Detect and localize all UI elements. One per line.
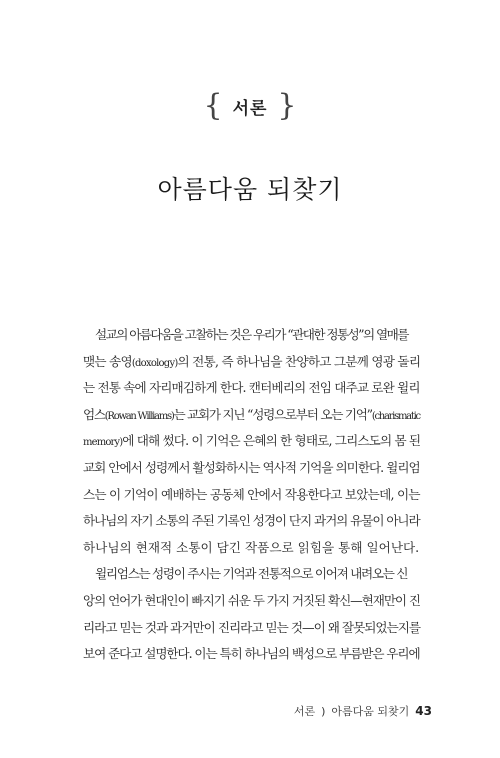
text-line: [83, 615, 421, 642]
text-run: 하나님의 현재적 소통이 담긴 작품으로 읽힘을 통해 일어난다.: [83, 539, 420, 555]
section-heading: [0, 86, 500, 126]
text-run: 는 전통 속에 자리매김하게 한다. 캔터베리의 전임 대주교 로완 윌리: [83, 380, 420, 396]
text-line: [83, 588, 421, 615]
text-line: [83, 402, 421, 429]
text-run: 윌리엄스는 성령이 주시는 기억과 전통적으로 이어져 내려오는 신: [95, 566, 408, 582]
text-line: [83, 561, 421, 588]
text-run: 리라고 믿는 것과 과거만이 진리라고 믿는 것—이 왜 잘못되었는지를: [83, 619, 421, 635]
text-run: 스는 이 기억이 예배하는 공동체 안에서 작용한다고 보았는데, 이는: [83, 486, 420, 502]
text-run: 에 대해 썼다. 이 기억은 은혜의 한 형태로, 그리스도의 몸 된: [122, 433, 421, 449]
running-footer: [294, 703, 432, 719]
text-run: 맺는 송영: [83, 353, 132, 369]
text-run: 앙의 언어가 현대인이 빠지기 쉬운 두 가지 거짓된 확신—현재만이 진: [83, 592, 421, 608]
text-line: [83, 455, 421, 482]
text-run: 엄스: [83, 406, 105, 422]
inline-annotation: memory): [83, 437, 123, 449]
page-number: 43: [415, 704, 432, 718]
text-line: [83, 535, 421, 562]
text-line: [83, 641, 421, 668]
text-line: [83, 482, 421, 509]
inline-annotation: (charismatic: [371, 410, 420, 422]
footer-separator: ): [321, 705, 326, 718]
text-line: [83, 428, 421, 455]
section-label: 서론: [232, 98, 268, 119]
text-line: [83, 322, 421, 349]
chapter-title: 아름다움 되찾기: [157, 175, 343, 204]
text-run: 하나님의 자기 소통의 주된 기록인 성경이 단지 과거의 유물이 아니라: [83, 513, 420, 529]
right-brace: }: [277, 88, 297, 123]
inline-annotation: (doxology): [131, 357, 178, 369]
footer-section: 서론: [293, 705, 316, 718]
text-run: 교회 안에서 성령께서 활성화하시는 역사적 기억을 의미한다. 윌리엄: [83, 459, 420, 475]
text-run: 는 교회가 지닌 “성령으로부터 오는 기억”: [173, 406, 372, 422]
body-text: [83, 322, 421, 668]
text-line: [83, 508, 421, 535]
inline-annotation: (Rowan Williams): [104, 410, 174, 422]
text-run: 보여 준다고 설명한다. 이는 특히 하나님의 백성으로 부름받은 우리에: [83, 646, 420, 662]
text-line: [83, 375, 421, 402]
text-line: [83, 349, 421, 376]
text-run: 의 전통, 즉 하나님을 찬양하고 그분께 영광 돌리: [177, 353, 421, 369]
footer-chapter-title: 아름다움 되찾기: [331, 705, 410, 718]
text-run: 설교의 아름다움을 고찰하는 것은 우리가 “관대한 정통성”의 열매를: [95, 327, 408, 342]
left-brace: {: [203, 88, 223, 123]
